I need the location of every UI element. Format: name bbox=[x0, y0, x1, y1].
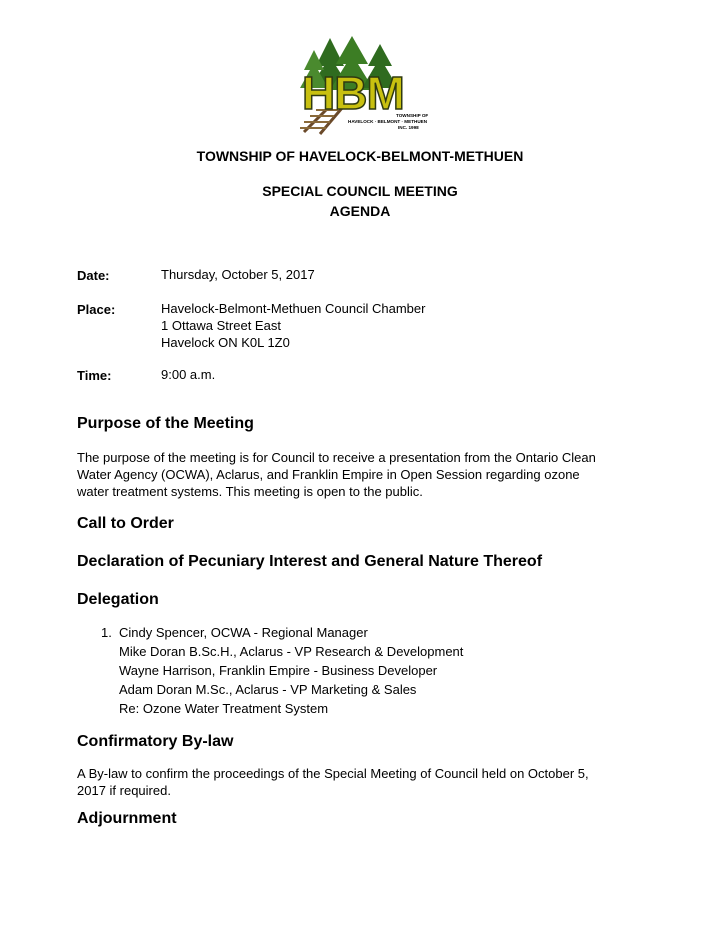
logo-subtitle-line: TOWNSHIP OF bbox=[396, 113, 429, 118]
purpose-line: The purpose of the meeting is for Council to receive a presentation from the Ontario Clean bbox=[77, 450, 596, 465]
delegation-line: Cindy Spencer, OCWA - Regional Manager bbox=[119, 625, 368, 640]
logo-subtitle-line: INC. 1998 bbox=[398, 125, 419, 130]
time-label: Time: bbox=[77, 368, 112, 383]
place-line: 1 Ottawa Street East bbox=[161, 318, 281, 333]
purpose-heading: Purpose of the Meeting bbox=[77, 415, 254, 432]
call-to-order-heading: Call to Order bbox=[77, 515, 174, 532]
date-value: Thursday, October 5, 2017 bbox=[161, 267, 315, 282]
delegation-line: Mike Doran B.Sc.H., Aclarus - VP Research & Development bbox=[119, 644, 464, 659]
adjournment-heading: Adjournment bbox=[77, 810, 177, 827]
logo-subtitle bbox=[348, 113, 429, 131]
purpose-text bbox=[77, 449, 657, 500]
bylaw-line: A By-law to confirm the proceedings of the Special Meeting of Council held on October 5, bbox=[77, 766, 589, 781]
place-label: Place: bbox=[77, 302, 116, 317]
time-value: 9:00 a.m. bbox=[161, 367, 216, 382]
place-line: Havelock ON K0L 1Z0 bbox=[161, 335, 290, 350]
logo-subtitle-line: HAVELOCK · BELMONT · METHUEN bbox=[348, 119, 428, 124]
place-line: Havelock-Belmont-Methuen Council Chamber bbox=[161, 301, 426, 316]
purpose-line: Water Agency (OCWA), Aclarus, and Franklin Empire in Open Session regarding ozone bbox=[77, 467, 580, 482]
delegation-heading: Delegation bbox=[77, 591, 159, 608]
bylaw-text bbox=[77, 765, 657, 799]
place-value bbox=[161, 300, 425, 351]
delegation-line: Re: Ozone Water Treatment System bbox=[119, 701, 329, 716]
date-label: Date: bbox=[77, 268, 110, 283]
purpose-line: water treatment systems. This meeting is open to the public. bbox=[77, 484, 423, 499]
meeting-title: SPECIAL COUNCIL MEETING bbox=[262, 183, 458, 199]
declaration-heading: Declaration of Pecuniary Interest and General Nature Thereof bbox=[77, 553, 543, 570]
bylaw-line: 2017 if required. bbox=[77, 783, 171, 798]
logo-letters: HBM bbox=[302, 67, 404, 119]
delegation-line: Wayne Harrison, Franklin Empire - Business Developer bbox=[119, 663, 438, 678]
delegation-item-number: 1. bbox=[101, 625, 112, 640]
delegation-line: Adam Doran M.Sc., Aclarus - VP Marketing & Sales bbox=[119, 682, 417, 697]
bylaw-heading: Confirmatory By-law bbox=[77, 733, 234, 750]
agenda-title: AGENDA bbox=[329, 203, 391, 219]
township-title: TOWNSHIP OF HAVELOCK-BELMONT-METHUEN bbox=[196, 148, 524, 164]
delegation-item bbox=[119, 623, 463, 718]
